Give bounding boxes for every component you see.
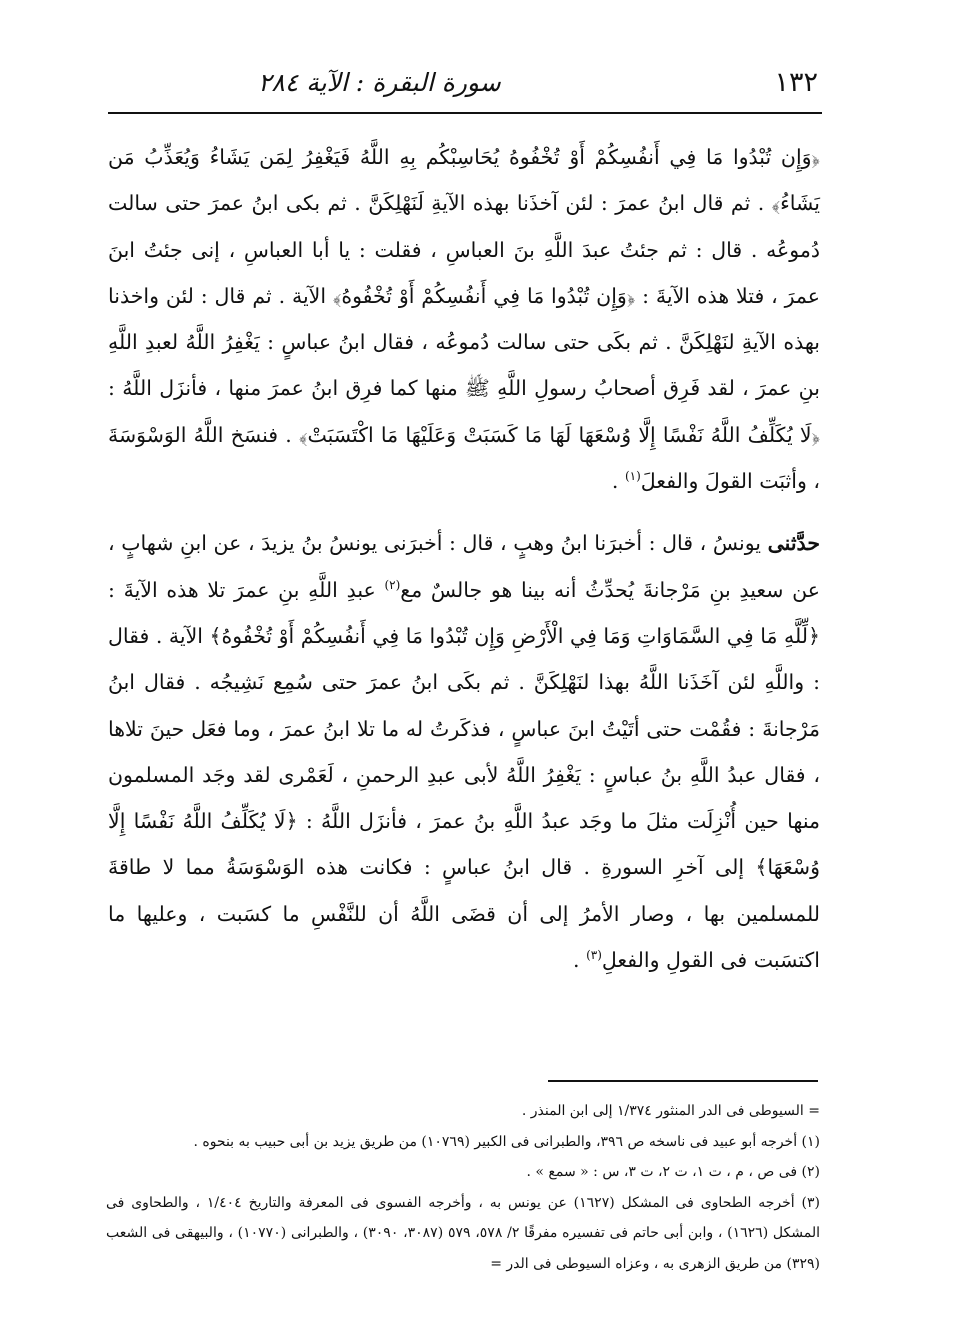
footnote-continuation: = السيوطى فى الدر المنثور ١/٣٧٤ إلى ابن المنذر .	[521, 1103, 820, 1119]
page-header	[108, 58, 818, 106]
main-text	[108, 134, 820, 983]
footnote-ref-1: (١)	[624, 469, 641, 484]
footnote-ref-2: (٢)	[384, 577, 401, 592]
paragraph-2	[108, 520, 820, 983]
paragraph-1-end: .	[611, 469, 625, 494]
running-title: سورة البقرة : الآية ٢٨٤	[258, 67, 501, 97]
page-number: ١٣٢	[774, 66, 818, 98]
paragraph-2-text-a: يونسُ ، قال : أخبرَنا ابنُ وهبٍ ، قال : أخبرَنى يونسُ بنُ يزيدَ ، عن ابنِ شهابٍ ، عن سعيدِ بنِ مَرْجانةَ يُحدِّثُ أنه بينا هو جالسٌ مع	[108, 531, 820, 602]
paragraph-2-text-b: عبدِ اللَّهِ بنِ عمرَ تلا هذه الآيةَ : ﴿لِّلَّهِ مَا فِي السَّمَاوَاتِ وَمَا فِي الْأَرْضِ وَإِن تُبْدُوا مَا فِي أَنفُسِكُمْ أَوْ تُخْفُوهُ﴾ الآية . فقال : واللَّهِ لئن آخَذَنا اللَّهُ بهذا لنَهْلِكَنَّ . ثم بكَى ابنُ عمرَ حتى سُمِع نَشِيجُه . فقال ابنُ مَرْجانةَ : فقُمْت حتى أتَيْتُ ابنَ عباسٍ ، فذكَرتُ له ما تلا ابنُ عمرَ ، وما فعَل حينَ تلاها ، فقال عبدُ اللَّهِ بنُ عباسٍ : يَغْفِرُ اللَّهُ لأبى عبدِ الرحمنِ ، لَعَمْرى لقد وجَد المسلمون منها حين أُنْزِلَت مثلَ ما وجَد عبدُ اللَّهِ بنُ عمرَ ، فأنزَل اللَّهُ : ﴿لَا يُكَلِّفُ اللَّهُ نَفْسًا إِلَّا وُسْعَهَا﴾ إلى آخرِ السورةِ . قال ابنُ عباسٍ : فكانت هذه الوَسْوَسَةُ مما لا طاقةَ للمسلمين بها ، وصار الأمرُ إلى أن قضَى اللَّهُ أن للنَّفْسِ ما كسَبت ، وعليها ما اكتسَبت فى القولِ والفعلِ	[108, 577, 820, 973]
footnote-ref-3: (٣)	[586, 948, 602, 963]
footnote-separator	[548, 1080, 818, 1082]
footnote-1: (١) أخرجه أبو عبيد فى ناسخه ص ٣٩٦، والطبرانى فى الكبير (١٠٧٦٩) من طريق يزيد بن أبى حبيب به بنحوه .	[193, 1133, 820, 1150]
paragraph-2-end: .	[573, 948, 587, 973]
paragraph-1-text: ﴿وَإِن تُبْدُوا مَا فِي أَنفُسِكُمْ أَوْ تُخْفُوهُ يُحَاسِبْكُم بِهِ اللَّهُ فَيَغْفِرُ لِمَن يَشَاءُ وَيُعَذِّبُ مَن يَشَاءُ﴾ . ثم قال ابنُ عمرَ : لئن آخذَنا بهذه الآيةِ لَنَهْلِكَنَّ . ثم بكى ابنُ عمرَ حتى سالت دُموعُه . قال : ثم جئتُ عبدَ اللَّهِ بنَ العباسِ ، فقلت : يا أبا العباسِ ، إنى جئتُ ابنَ عمرَ ، فتلا هذه الآيةَ : ﴿وَإِن تُبْدُوا مَا فِي أَنفُسِكُمْ أَوْ تُخْفُوهُ﴾ الآية . ثم قال : لئن واخذنا بهذه الآيةِ لنَهْلِكَنَّ . ثم بكَى حتى سالت دُموعُه ، فقال ابنُ عباسٍ : يَغْفِرُ اللَّهُ لعبدِ اللَّهِ بنِ عمرَ ، لقد فَرِق أصحابُ رسولِ اللَّهِ ﷺ منها كما فرِق ابنُ عمرَ منها ، فأنزَل اللَّهُ : ﴿لَا يُكَلِّفُ اللَّهُ نَفْسًا إِلَّا وُسْعَهَا لَهَا مَا كَسَبَتْ وَعَلَيْهَا مَا اكْتَسَبَتْ﴾ . فنسَخ اللَّهُ الوَسْوَسَةَ ، وأثبَت القولَ والفعلَ	[108, 145, 820, 494]
hadith-lead-word: حدَّثنى	[767, 531, 820, 556]
paragraph-1	[108, 134, 820, 504]
footnote-2: (٢) فى ص ، م ، ت ١، ت ٢، ت ٣، س : « سمع » .	[526, 1164, 820, 1180]
footnote-3: (٣) أخرجه الطحاوى فى المشكل (١٦٢٧) عن يونس به ، وأخرجه الفسوى فى المعرفة والتاريخ ١/٤٠٤ ، والطحاوى فى المشكل (١٦٢٦) ، وابن أبى حاتم فى تفسيره مفرقًا ٢/ ٥٧٨، ٥٧٩ (٣٠٨٧، ٣٠٩٠) ، والطبرانى (١٠٧٧٠) ، والبيهقى فى الشعب (٣٢٩) من طريق الزهرى به ، وعزاه السيوطى فى الدر =	[106, 1194, 821, 1272]
header-rule	[108, 112, 822, 114]
footnotes	[106, 1096, 820, 1279]
